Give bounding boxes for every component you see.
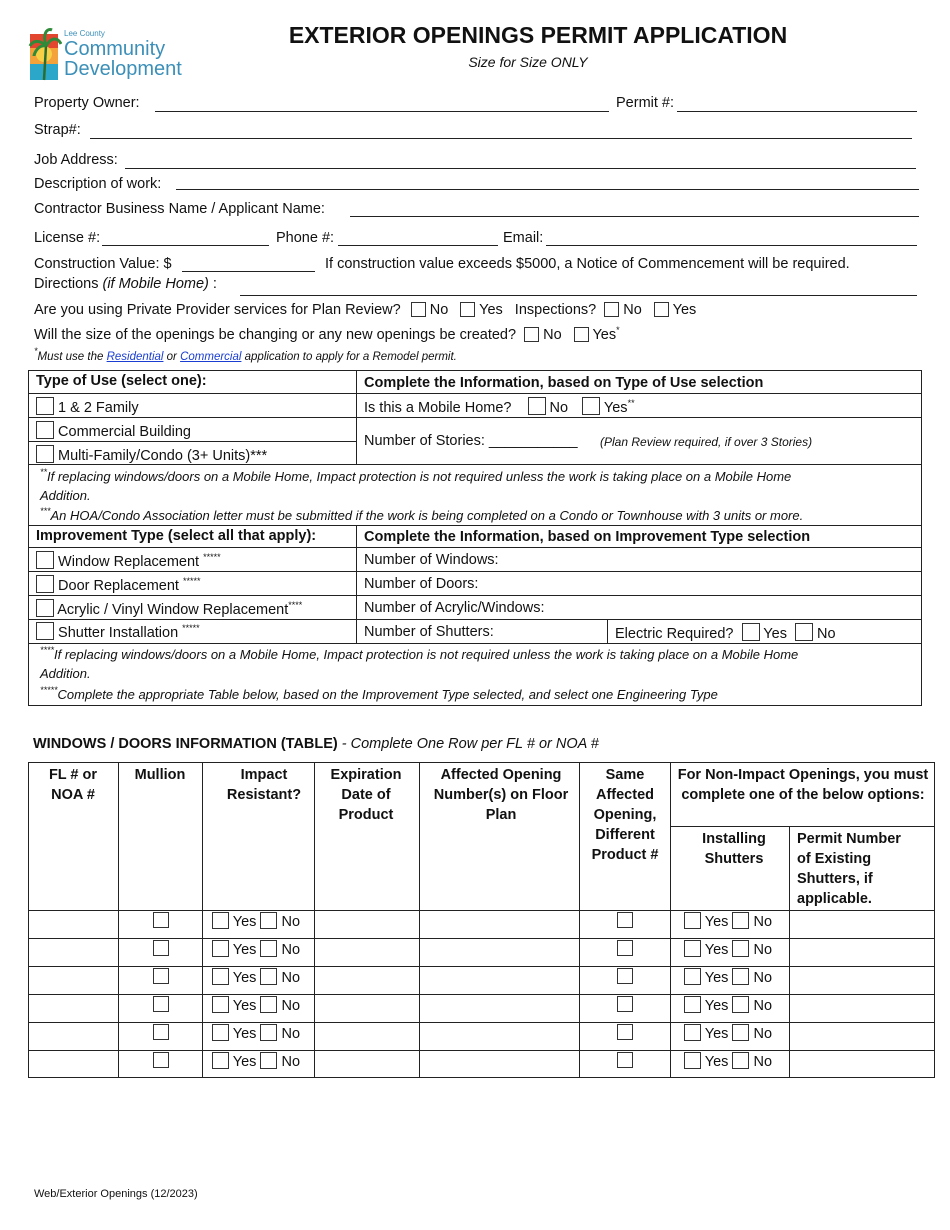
property-owner-label: Property Owner: <box>34 95 140 111</box>
impact-no-checkbox[interactable] <box>260 1024 277 1041</box>
improvement-item-3 <box>36 599 302 618</box>
same-opening-checkbox[interactable] <box>617 912 633 928</box>
table-title-text: WINDOWS / DOORS INFORMATION <box>33 736 277 752</box>
impact-no-label: No <box>281 998 301 1014</box>
openings-no-label: No <box>543 327 562 343</box>
mullion-checkbox[interactable] <box>153 996 169 1012</box>
license-field[interactable] <box>102 230 269 246</box>
impact-options <box>212 912 300 930</box>
table-title-table: (TABLE) <box>280 736 338 752</box>
window-replacement-checkbox[interactable] <box>36 551 54 569</box>
electric-no-checkbox[interactable] <box>795 623 813 641</box>
col-shutters-header: Installing Shutters <box>702 831 766 867</box>
directions-label <box>34 276 217 292</box>
table-title <box>33 736 599 752</box>
same-opening-checkbox[interactable] <box>617 940 633 956</box>
private-provider-yes-label: Yes <box>479 302 503 318</box>
mullion-checkbox[interactable] <box>153 968 169 984</box>
impact-no-checkbox[interactable] <box>260 912 277 929</box>
impact-no-label: No <box>281 970 301 986</box>
shutter-installation-star: ***** <box>182 623 200 633</box>
residential-link[interactable]: Residential <box>106 351 164 363</box>
improvement-note-2 <box>40 685 718 704</box>
contractor-label: Contractor Business Name / Applicant Name: <box>34 201 325 217</box>
shutters-yes-checkbox[interactable] <box>684 912 701 929</box>
impact-yes-checkbox[interactable] <box>212 1052 229 1069</box>
shutters-yes-label: Yes <box>704 970 729 986</box>
acrylic-replacement-label: Acrylic / Vinyl Window Replacement <box>57 602 289 618</box>
shutters-no-label: No <box>753 1026 773 1042</box>
number-of-shutters-label: Number of Shutters: <box>364 624 494 640</box>
impact-options <box>212 1052 300 1070</box>
type-of-use-header: Type of Use (select one): <box>36 373 207 389</box>
use-option-3-checkbox[interactable] <box>36 445 54 463</box>
shutters-no-label: No <box>753 970 773 986</box>
mullion-checkbox[interactable] <box>153 940 169 956</box>
improvement-item-2 <box>36 575 200 594</box>
shutters-yes-label: Yes <box>704 1054 729 1070</box>
door-replacement-checkbox[interactable] <box>36 575 54 593</box>
mullion-checkbox[interactable] <box>153 1052 169 1068</box>
electric-required-question <box>615 623 836 642</box>
remodel-note-part2: or <box>163 351 181 363</box>
description-field[interactable] <box>176 174 919 190</box>
shutters-yes-checkbox[interactable] <box>684 996 701 1013</box>
remodel-note-star: * <box>34 346 38 356</box>
use-option-3 <box>36 445 267 464</box>
impact-no-label: No <box>281 1026 301 1042</box>
openings-yes-star: * <box>616 325 620 335</box>
col-mullion-header: Mullion <box>134 767 186 783</box>
impact-yes-label: Yes <box>232 1026 257 1042</box>
inspections-no-label: No <box>623 302 642 318</box>
impact-options <box>212 996 300 1014</box>
shutters-no-checkbox[interactable] <box>732 1024 749 1041</box>
impact-yes-label: Yes <box>232 970 257 986</box>
improvement-type-header: Improvement Type (select all that apply): <box>36 528 317 544</box>
door-replacement-label: Door Replacement <box>58 578 179 594</box>
improvement-info-header: Complete the Information, based on Improvement Type selection <box>364 529 811 545</box>
page-subtitle: Size for Size ONLY <box>468 54 588 70</box>
acrylic-replacement-checkbox[interactable] <box>36 599 54 617</box>
shutters-yes-label: Yes <box>704 1026 729 1042</box>
email-label: Email: <box>503 230 544 246</box>
logo-small-text: Lee County <box>64 29 105 38</box>
permit-no-field[interactable] <box>677 96 917 112</box>
number-of-windows-label: Number of Windows: <box>364 552 499 568</box>
impact-yes-label: Yes <box>232 942 257 958</box>
private-provider-yes-checkbox[interactable] <box>460 302 475 317</box>
use-option-3-label: Multi-Family/Condo (3+ Units)*** <box>58 448 268 464</box>
improvement-note-1-star: **** <box>40 645 55 655</box>
openings-question <box>34 327 620 343</box>
impact-yes-checkbox[interactable] <box>212 912 229 929</box>
use-option-2-label: Commercial Building <box>58 424 191 440</box>
remodel-note <box>34 346 457 363</box>
same-opening-checkbox[interactable] <box>617 1052 633 1068</box>
palm-tree-logo-icon <box>28 24 62 82</box>
shutters-no-label: No <box>753 914 773 930</box>
mobile-home-yes-checkbox[interactable] <box>582 397 600 415</box>
shutters-no-checkbox[interactable] <box>732 912 749 929</box>
electric-no-label: No <box>817 626 836 642</box>
shutters-no-checkbox[interactable] <box>732 940 749 957</box>
use-note-1 <box>40 467 916 486</box>
electric-yes-checkbox[interactable] <box>742 623 760 641</box>
improvement-note-1-text: If replacing windows/doors on a Mobile Home, Impact protection is not required unless the work is taking place on a Mobile Home <box>54 647 799 662</box>
use-option-1-label: 1 & 2 Family <box>58 400 139 416</box>
logo <box>28 24 198 84</box>
impact-options <box>212 940 300 958</box>
col-expiration-header: Expiration Date of Product <box>330 767 402 823</box>
openings-no-checkbox[interactable] <box>524 327 539 342</box>
use-option-1 <box>36 397 139 416</box>
col-same-header: Same Affected Opening, Different Product # <box>591 767 659 863</box>
remodel-note-part3: application to apply for a Remodel permit. <box>241 351 457 363</box>
electric-yes-label: Yes <box>763 626 787 642</box>
directions-text: Directions <box>34 276 99 292</box>
use-note-1-star: ** <box>40 467 48 477</box>
table-subtitle: - Complete One Row per FL # or NOA # <box>341 736 599 752</box>
shutter-installation-checkbox[interactable] <box>36 622 54 640</box>
mullion-checkbox[interactable] <box>153 1024 169 1040</box>
impact-no-label: No <box>281 942 301 958</box>
shutters-options <box>684 912 772 930</box>
improvement-item-1 <box>36 551 221 570</box>
mobile-home-yes-label: Yes <box>603 400 628 416</box>
impact-no-checkbox[interactable] <box>260 1052 277 1069</box>
impact-options <box>212 1024 300 1042</box>
same-opening-checkbox[interactable] <box>617 1024 633 1040</box>
shutters-no-checkbox[interactable] <box>732 1052 749 1069</box>
col-affected-header: Affected Opening Number(s) on Floor Plan <box>433 767 569 823</box>
shutters-yes-label: Yes <box>704 942 729 958</box>
shutters-options <box>684 996 772 1014</box>
permit-no-label: Permit #: <box>616 95 675 111</box>
shutters-no-checkbox[interactable] <box>732 996 749 1013</box>
improvement-note-1 <box>40 645 916 664</box>
use-option-2 <box>36 421 191 440</box>
impact-yes-checkbox[interactable] <box>212 968 229 985</box>
mobile-home-no-label: No <box>549 400 569 416</box>
job-address-field[interactable] <box>125 153 916 169</box>
shutters-no-label: No <box>753 942 773 958</box>
col-fl-header: FL # or NOA # <box>48 767 98 803</box>
number-of-acrylic-label: Number of Acrylic/Windows: <box>364 600 545 616</box>
impact-options <box>212 968 300 986</box>
shutters-yes-label: Yes <box>704 914 729 930</box>
improvement-note-2-star: ***** <box>40 685 58 695</box>
inspections-yes-label: Yes <box>672 302 697 318</box>
private-provider-question <box>34 302 696 318</box>
use-note-2 <box>40 506 803 525</box>
mobile-home-question <box>364 397 635 416</box>
impact-no-checkbox[interactable] <box>260 940 277 957</box>
same-opening-checkbox[interactable] <box>617 968 633 984</box>
shutters-options <box>684 1052 772 1070</box>
shutters-options <box>684 940 772 958</box>
inspections-label: Inspections? <box>514 302 597 318</box>
impact-yes-checkbox[interactable] <box>212 940 229 957</box>
stories-note: (Plan Review required, if over 3 Stories) <box>600 435 813 449</box>
shutters-yes-checkbox[interactable] <box>684 1052 701 1069</box>
noc-note: If construction value exceeds $5000, a Notice of Commencement will be required. <box>325 256 850 272</box>
construction-value-field[interactable] <box>182 256 315 272</box>
use-note-2-text: An HOA/Condo Association letter must be submitted if the work is being completed on a Condo or Townhouse with 3 units or more. <box>50 508 804 523</box>
same-opening-checkbox[interactable] <box>617 996 633 1012</box>
improvement-note-2-text: Complete the appropriate Table below, based on the Improvement Type selected, and select one Engineering Type <box>57 687 718 702</box>
commercial-link[interactable]: Commercial <box>180 351 242 363</box>
shutters-no-label: No <box>753 998 773 1014</box>
use-option-2-checkbox[interactable] <box>36 421 54 439</box>
col-nonimpact-header: For Non-Impact Openings, you must complete one of the below options: <box>677 767 929 803</box>
door-replacement-star: ***** <box>182 576 201 586</box>
impact-no-label: No <box>281 1054 301 1070</box>
strap-field[interactable] <box>90 123 912 139</box>
shutters-yes-label: Yes <box>704 998 729 1014</box>
shutter-installation-label: Shutter Installation <box>58 625 179 641</box>
impact-no-checkbox[interactable] <box>260 996 277 1013</box>
description-label: Description of work: <box>34 176 162 192</box>
license-label: License #: <box>34 230 101 246</box>
construction-value-label: Construction Value: $ <box>34 256 172 272</box>
email-field[interactable] <box>546 230 917 246</box>
phone-field[interactable] <box>338 230 498 246</box>
impact-yes-label: Yes <box>232 1054 257 1070</box>
inspections-yes-checkbox[interactable] <box>654 302 669 317</box>
directions-italic: (if Mobile Home) <box>102 276 209 292</box>
use-note-1b: Addition. <box>40 488 91 503</box>
impact-yes-checkbox[interactable] <box>212 996 229 1013</box>
shutters-options <box>684 1024 772 1042</box>
contractor-field[interactable] <box>350 201 919 217</box>
use-option-1-checkbox[interactable] <box>36 397 54 415</box>
impact-yes-label: Yes <box>232 914 257 930</box>
col-permit-existing-header: Permit Number of Existing Shutters, if applicable. <box>797 831 901 907</box>
mobile-home-no-checkbox[interactable] <box>528 397 546 415</box>
job-address-label: Job Address: <box>34 152 118 168</box>
openings-label: Will the size of the openings be changing or any new openings be created? <box>34 327 517 343</box>
shutters-options <box>684 968 772 986</box>
private-provider-label: Are you using Private Provider services for Plan Review? <box>34 302 401 318</box>
improvement-item-4 <box>36 622 200 641</box>
private-provider-no-label: No <box>429 302 449 318</box>
use-note-2-star: *** <box>40 506 51 516</box>
phone-label: Phone #: <box>276 230 335 246</box>
page-title: EXTERIOR OPENINGS PERMIT APPLICATION <box>288 22 788 48</box>
directions-field[interactable] <box>240 280 917 296</box>
shutters-no-checkbox[interactable] <box>732 968 749 985</box>
electric-required-label: Electric Required? <box>615 626 734 642</box>
improvement-note-1b: Addition. <box>40 666 91 681</box>
strap-label: Strap#: <box>34 122 81 138</box>
shutters-yes-checkbox[interactable] <box>684 968 701 985</box>
acrylic-replacement-star: **** <box>288 600 303 610</box>
impact-yes-label: Yes <box>232 998 257 1014</box>
remodel-note-part1: Must use the <box>37 351 107 363</box>
property-owner-field[interactable] <box>155 96 609 112</box>
logo-line2: Development <box>64 58 182 80</box>
openings-yes-checkbox[interactable] <box>574 327 589 342</box>
shutters-yes-checkbox[interactable] <box>684 940 701 957</box>
window-replacement-star: ***** <box>203 552 221 562</box>
stories-label: Number of Stories: ___________ <box>364 433 578 449</box>
impact-no-checkbox[interactable] <box>260 968 277 985</box>
shutters-yes-checkbox[interactable] <box>684 1024 701 1041</box>
impact-no-label: No <box>281 914 301 930</box>
mullion-checkbox[interactable] <box>153 912 169 928</box>
openings-yes-label: Yes <box>592 327 617 343</box>
impact-yes-checkbox[interactable] <box>212 1024 229 1041</box>
inspections-no-checkbox[interactable] <box>604 302 619 317</box>
mobile-home-yes-star: ** <box>627 398 635 408</box>
footer: Web/Exterior Openings (12/2023) <box>34 1188 198 1200</box>
mobile-home-label: Is this a Mobile Home? <box>364 400 512 416</box>
use-info-header: Complete the Information, based on Type of Use selection <box>364 375 764 391</box>
col-impact-header: Impact Resistant? <box>226 767 302 803</box>
shutters-no-label: No <box>753 1054 773 1070</box>
window-replacement-label: Window Replacement <box>58 554 200 570</box>
use-note-1-text: If replacing windows/doors on a Mobile Home, Impact protection is not required unless the work is taking place on a Mobile Home <box>47 469 792 484</box>
logo-line1: Community <box>64 38 166 60</box>
directions-colon: : <box>212 276 217 292</box>
number-of-doors-label: Number of Doors: <box>364 576 479 592</box>
private-provider-no-checkbox[interactable] <box>411 302 426 317</box>
